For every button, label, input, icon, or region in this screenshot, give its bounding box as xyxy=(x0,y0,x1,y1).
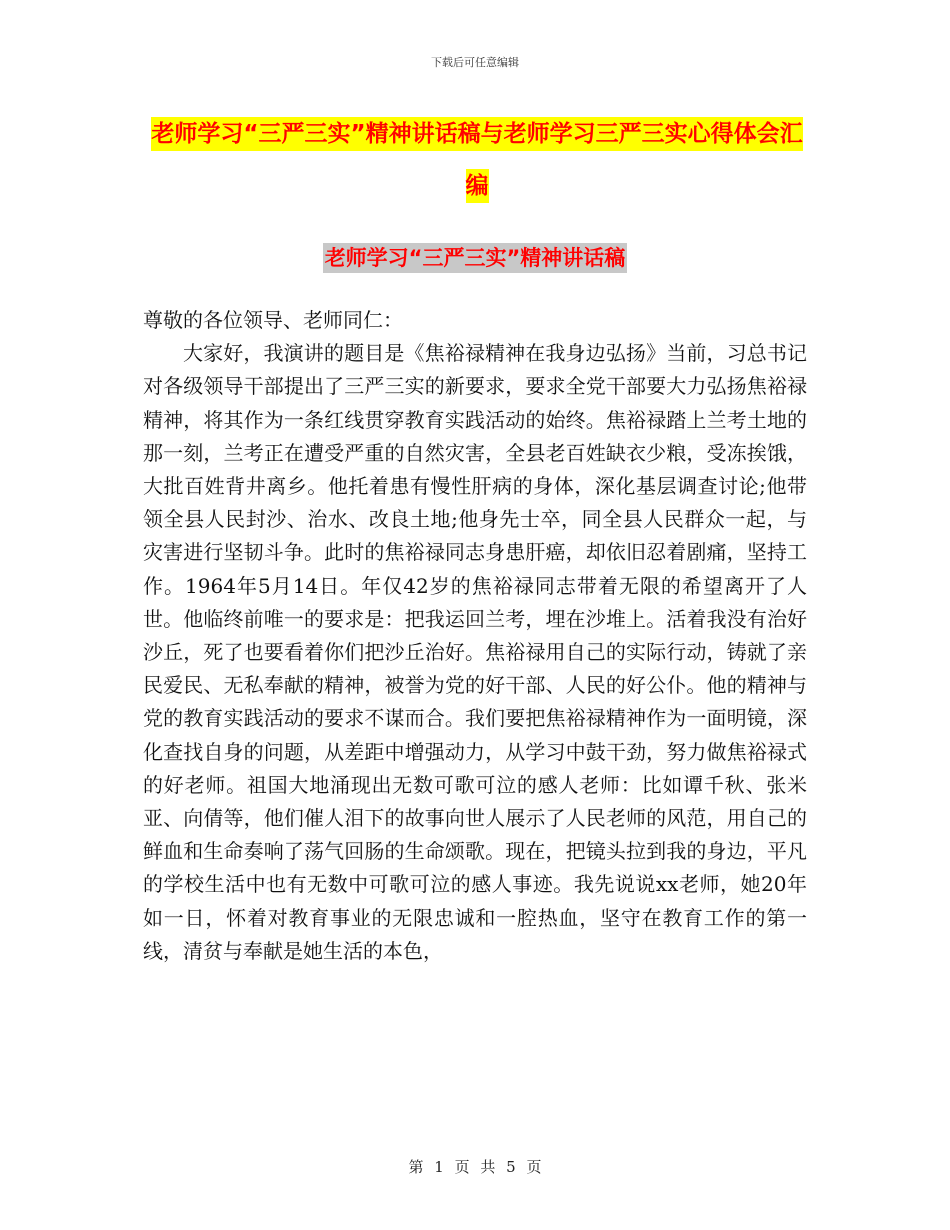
section-title xyxy=(0,243,950,273)
section-title-text: 老师学习“三严三实”精神讲话稿 xyxy=(323,243,628,273)
main-title-text: 老师学习“三严三实”精神讲话稿与老师学习三严三实心得体会汇编 xyxy=(151,117,802,203)
page-number: 第 1 页 共 5 页 xyxy=(408,1158,542,1176)
body-paragraph: 大家好，我演讲的题目是《焦裕禄精神在我身边弘扬》当前，习总书记对各级领导干部提出了三严三实的新要求，要求全党干部要大力弘扬焦裕禄精神，将其作为一条红线贯穿教育实践活动的始终。焦裕禄踏上兰考土地的那一刻，兰考正在遭受严重的自然灾害，全县老百姓缺衣少粮，受冻挨饿，大批百姓背井离乡。他托着患有慢性肝病的身体，深化基层调查讨论;他带领全县人民封沙、治水、改良土地;他身先士卒，同全县人民群众一起，与灾害进行坚韧斗争。此时的焦裕禄同志身患肝癌，却依旧忍着剧痛，坚持工作。1964年5月14日。年仅42岁的焦裕禄同志带着无限的希望离开了人世。他临终前唯一的要求是：把我运回兰考，埋在沙堆上。活着我没有治好沙丘，死了也要看着你们把沙丘治好。焦裕禄用自己的实际行动，铸就了亲民爱民、无私奉献的精神，被誉为党的好干部、人民的好公仆。他的精神与党的教育实践活动的要求不谋而合。我们要把焦裕禄精神作为一面明镜，深化查找自身的问题，从差距中增强动力，从学习中鼓干劲，努力做焦裕禄式的好老师。祖国大地涌现出无数可歌可泣的感人老师：比如谭千秋、张米亚、向倩等，他们催人泪下的故事向世人展示了人民老师的风范，用自己的鲜血和生命奏响了荡气回肠的生命颂歌。现在，把镜头拉到我的身边，平凡的学校生活中也有无数中可歌可泣的感人事迹。我先说说xx老师，她20年如一日，怀着对教育事业的无限忠诚和一腔热血，坚守在教育工作的第一线，清贫与奉献是她生活的本色， xyxy=(143,341,807,963)
page-header: 下载后可任意编辑 xyxy=(431,56,519,69)
main-title xyxy=(143,108,811,212)
salutation: 尊敬的各位领导、老师同仁： xyxy=(143,308,403,332)
document-body xyxy=(143,304,807,968)
